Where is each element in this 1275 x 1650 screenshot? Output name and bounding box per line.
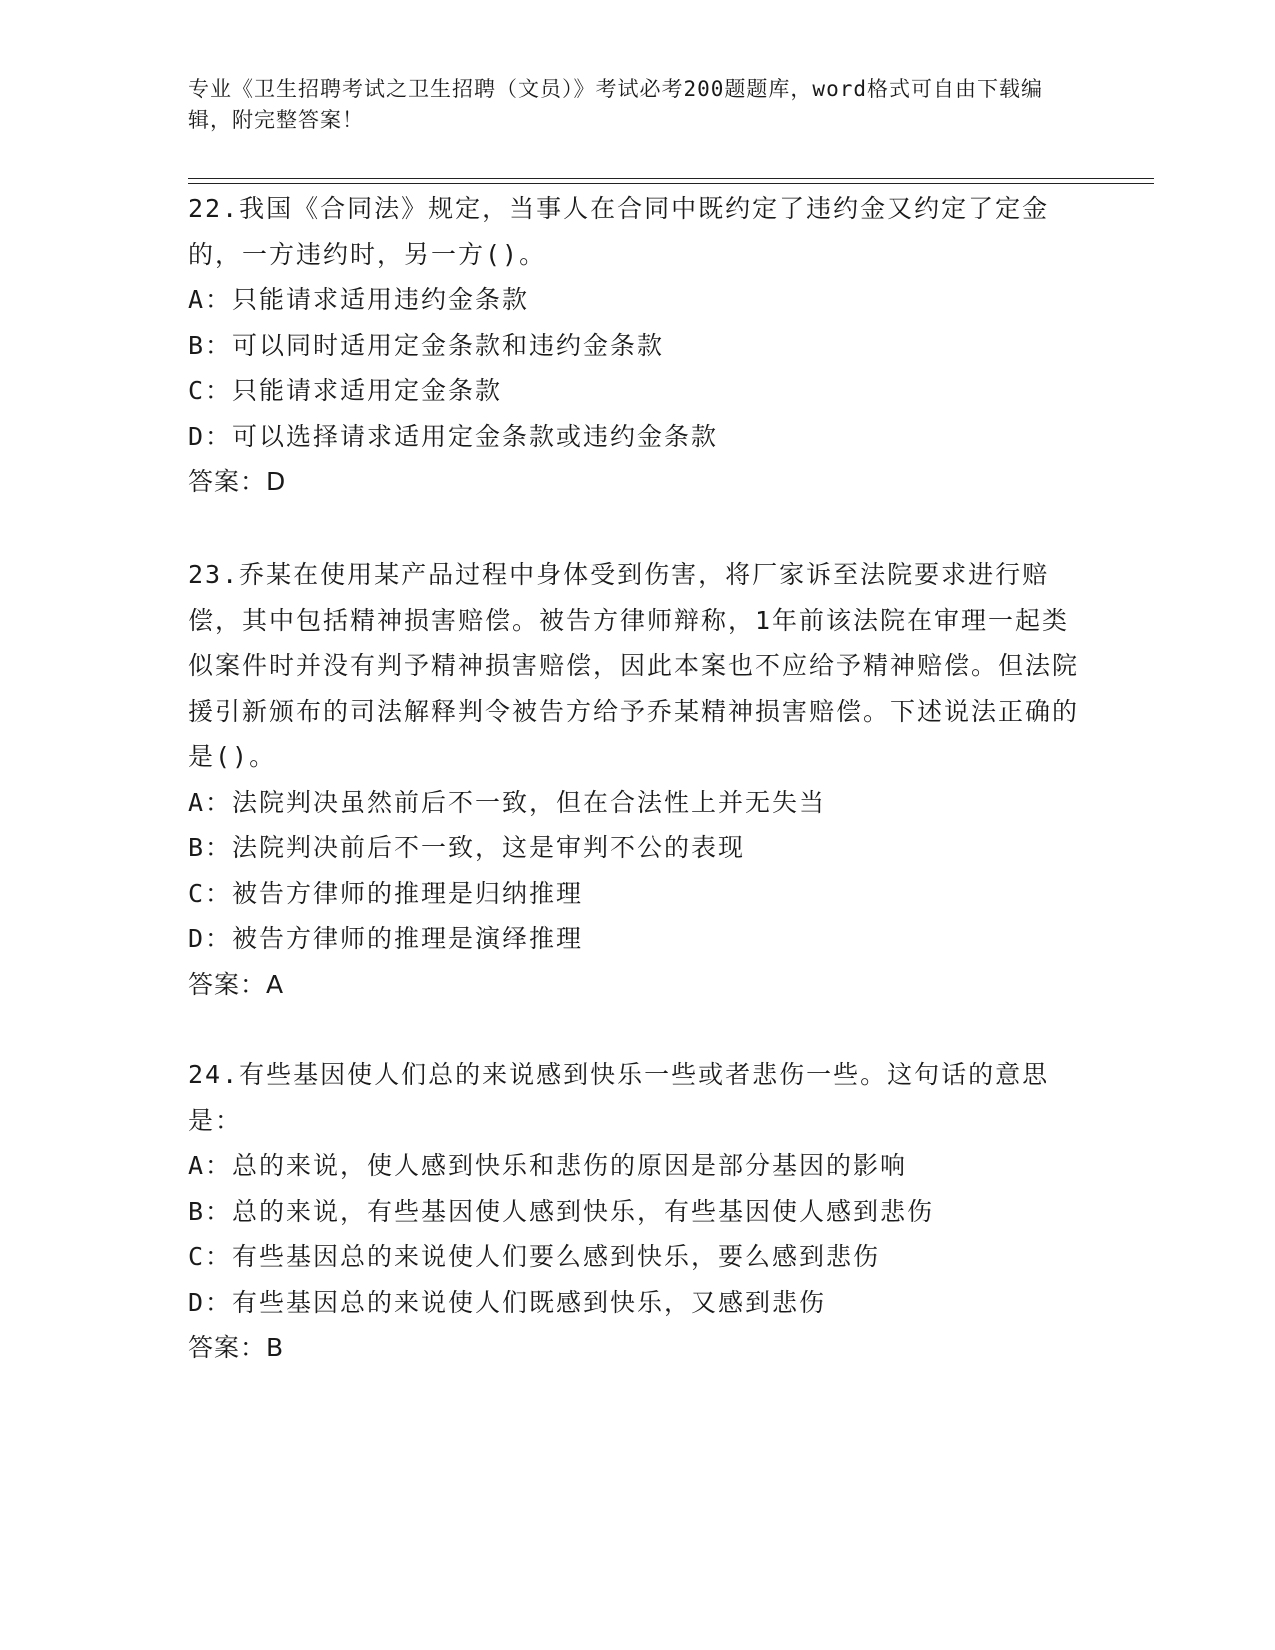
option-list <box>188 277 1088 459</box>
option-d: D：可以选择请求适用定金条款或违约金条款 <box>188 421 719 451</box>
option-b: B：法院判决前后不一致，这是审判不公的表现 <box>188 833 746 862</box>
option-a: A：法院判决虽然前后不一致，但在合法性上并无失当 <box>188 787 827 817</box>
option-c: C：只能请求适用定金条款 <box>188 376 503 405</box>
question-block <box>188 186 1088 505</box>
option-c: C：被告方律师的推理是归纳推理 <box>188 878 584 908</box>
question-stem: 23.乔某在使用某产品过程中身体受到伤害，将厂家诉至法院要求进行赔偿，其中包括精神损害赔偿。被告方律师辩称，1年前该法院在审理一起类似案件时并没有判予精神损害赔偿，因此本案也不应给予精神赔偿。但法院援引新颁布的司法解释判令被告方给予乔某精神损害赔偿。下述说法正确的是()。 <box>188 560 1080 771</box>
option-a: A：总的来说，使人感到快乐和悲伤的原因是部分基因的影响 <box>188 1151 908 1180</box>
option-d: D：被告方律师的推理是演绎推理 <box>188 924 584 953</box>
question-block <box>188 552 1088 1007</box>
answer-line: 答案：B <box>188 1333 285 1362</box>
option-d: D：有些基因总的来说使人们既感到快乐，又感到悲伤 <box>188 1287 827 1317</box>
header-divider <box>188 178 1154 184</box>
question-block <box>188 1052 1088 1371</box>
question-stem: 24.有些基因使人们总的来说感到快乐一些或者悲伤一些。这句话的意思是： <box>188 1060 1050 1135</box>
answer-line: 答案：D <box>188 467 287 496</box>
option-list <box>188 1143 1088 1325</box>
option-c: C：有些基因总的来说使人们要么感到快乐，要么感到悲伤 <box>188 1242 881 1271</box>
option-a: A：只能请求适用违约金条款 <box>188 285 530 314</box>
document-header: 专业《卫生招聘考试之卫生招聘（文员）》考试必考200题题库，word格式可自由下载编辑，附完整答案！ <box>188 77 1043 132</box>
option-b: B：总的来说，有些基因使人感到快乐，有些基因使人感到悲伤 <box>188 1196 935 1226</box>
answer-line: 答案：A <box>188 969 285 999</box>
option-list <box>188 780 1088 962</box>
option-b: B：可以同时适用定金条款和违约金条款 <box>188 330 665 360</box>
question-stem: 22.我国《合同法》规定，当事人在合同中既约定了违约金又约定了定金的，一方违约时，另一方()。 <box>188 194 1050 269</box>
